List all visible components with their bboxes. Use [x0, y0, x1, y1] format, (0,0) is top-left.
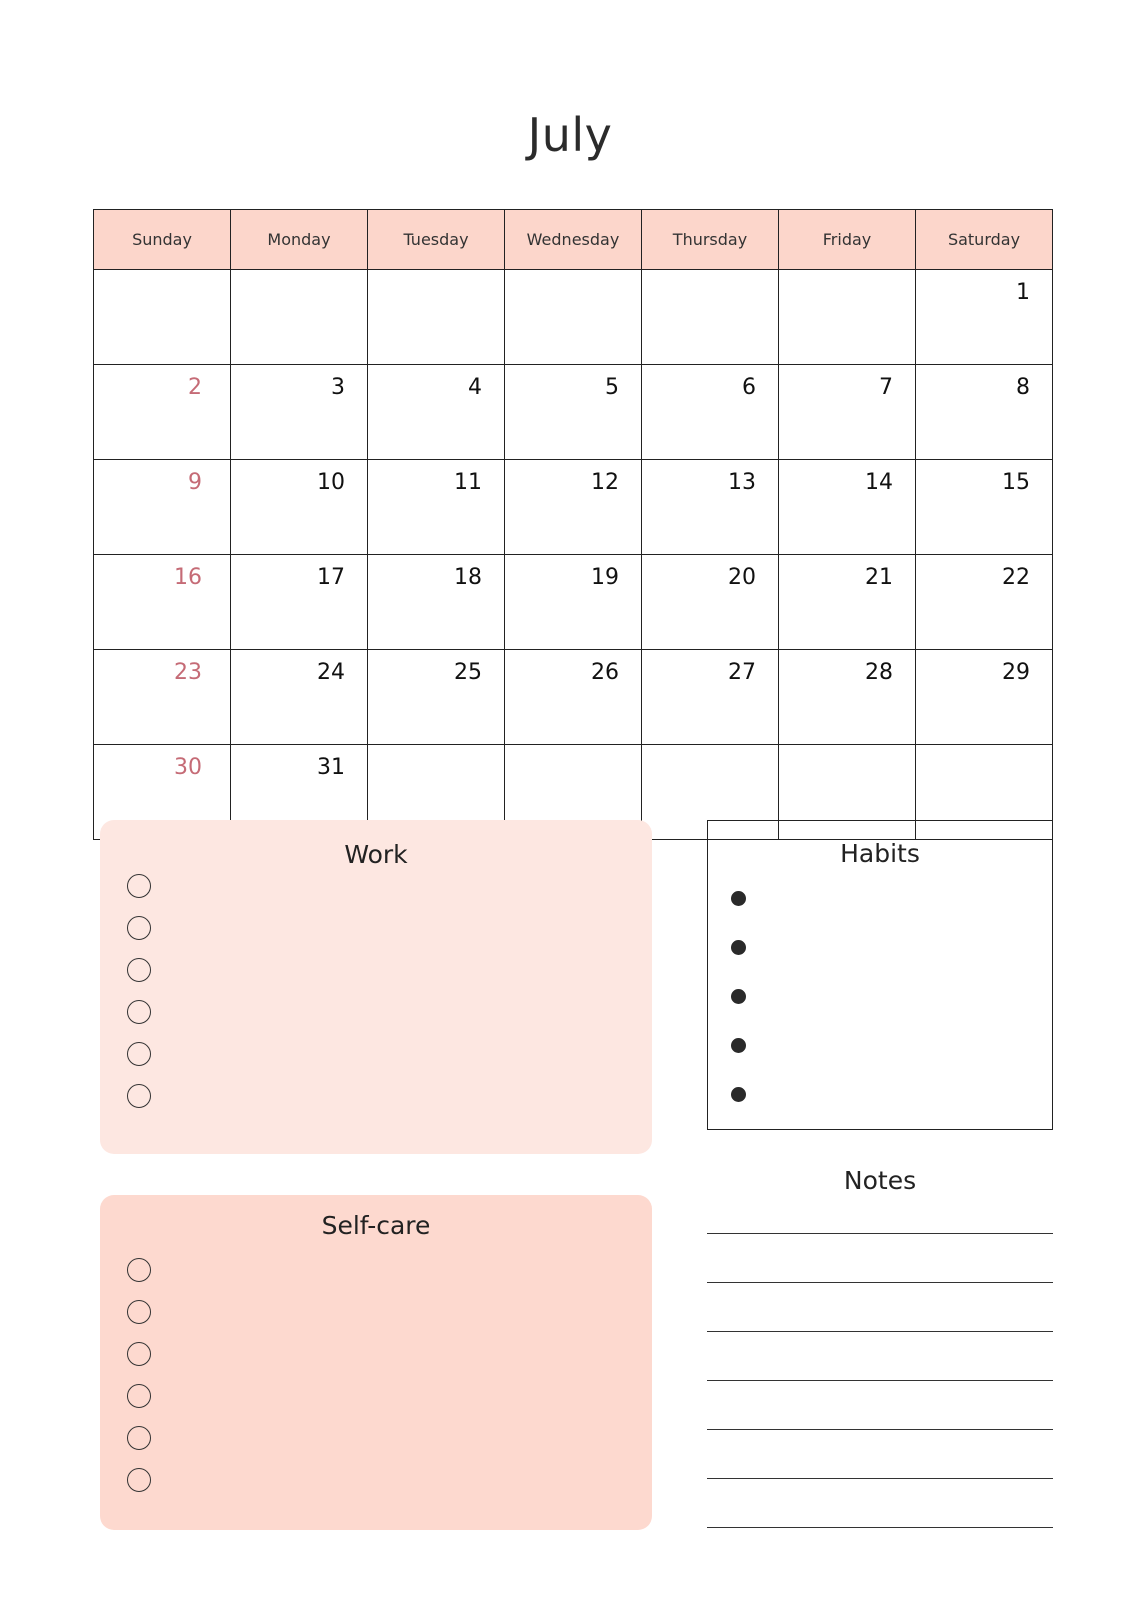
- bullet-dot-icon: [731, 891, 746, 906]
- circle-checkbox-icon[interactable]: [127, 1426, 151, 1450]
- bullet-dot-icon: [731, 1087, 746, 1102]
- work-panel: [100, 820, 652, 1154]
- day-cell[interactable]: [94, 270, 231, 365]
- note-line[interactable]: [707, 1233, 1053, 1234]
- circle-checkbox-icon[interactable]: [127, 1384, 151, 1408]
- day-cell[interactable]: [231, 270, 368, 365]
- day-cell[interactable]: 30: [94, 745, 231, 840]
- day-cell[interactable]: 13: [642, 460, 779, 555]
- weekday-header: Thursday: [642, 210, 779, 270]
- notes-title: Notes: [843, 1166, 917, 1195]
- habits-box: [707, 820, 1053, 1130]
- day-cell[interactable]: 4: [368, 365, 505, 460]
- day-cell[interactable]: 29: [916, 650, 1053, 745]
- circle-checkbox-icon[interactable]: [127, 1000, 151, 1024]
- day-cell[interactable]: [368, 270, 505, 365]
- day-cell[interactable]: 7: [779, 365, 916, 460]
- weekday-header: Friday: [779, 210, 916, 270]
- day-cell[interactable]: 27: [642, 650, 779, 745]
- day-cell[interactable]: 15: [916, 460, 1053, 555]
- week-row: [94, 270, 1053, 365]
- day-cell[interactable]: 19: [505, 555, 642, 650]
- circle-checkbox-icon[interactable]: [127, 1084, 151, 1108]
- day-cell[interactable]: 22: [916, 555, 1053, 650]
- day-cell[interactable]: 2: [94, 365, 231, 460]
- day-cell[interactable]: 10: [231, 460, 368, 555]
- note-line[interactable]: [707, 1282, 1053, 1283]
- circle-checkbox-icon[interactable]: [127, 874, 151, 898]
- circle-checkbox-icon[interactable]: [127, 1042, 151, 1066]
- bullet-dot-icon: [731, 1038, 746, 1053]
- calendar-grid: [93, 209, 1053, 840]
- day-cell[interactable]: 11: [368, 460, 505, 555]
- day-cell[interactable]: 8: [916, 365, 1053, 460]
- circle-checkbox-icon[interactable]: [127, 1468, 151, 1492]
- day-cell[interactable]: 14: [779, 460, 916, 555]
- weekday-header: Sunday: [94, 210, 231, 270]
- day-cell[interactable]: 26: [505, 650, 642, 745]
- day-cell[interactable]: 17: [231, 555, 368, 650]
- bullet-dot-icon: [731, 989, 746, 1004]
- weekday-header: Saturday: [916, 210, 1053, 270]
- day-cell[interactable]: 28: [779, 650, 916, 745]
- day-cell[interactable]: 9: [94, 460, 231, 555]
- note-line[interactable]: [707, 1380, 1053, 1381]
- day-cell[interactable]: [779, 270, 916, 365]
- week-row: [94, 650, 1053, 745]
- weekday-header: Wednesday: [505, 210, 642, 270]
- work-title: Work: [344, 840, 408, 869]
- circle-checkbox-icon[interactable]: [127, 958, 151, 982]
- weekday-header: Monday: [231, 210, 368, 270]
- day-cell[interactable]: 25: [368, 650, 505, 745]
- day-cell[interactable]: [642, 270, 779, 365]
- day-cell[interactable]: 18: [368, 555, 505, 650]
- note-line[interactable]: [707, 1478, 1053, 1479]
- day-cell[interactable]: 31: [231, 745, 368, 840]
- weekday-header: Tuesday: [368, 210, 505, 270]
- day-cell[interactable]: 5: [505, 365, 642, 460]
- day-cell[interactable]: [505, 270, 642, 365]
- day-cell[interactable]: 24: [231, 650, 368, 745]
- day-cell[interactable]: 16: [94, 555, 231, 650]
- circle-checkbox-icon[interactable]: [127, 1258, 151, 1282]
- week-row: [94, 555, 1053, 650]
- note-line[interactable]: [707, 1429, 1053, 1430]
- weekday-header-row: [94, 210, 1053, 270]
- week-row: [94, 460, 1053, 555]
- week-row: [94, 365, 1053, 460]
- bullet-dot-icon: [731, 940, 746, 955]
- circle-checkbox-icon[interactable]: [127, 1300, 151, 1324]
- note-line[interactable]: [707, 1527, 1053, 1528]
- day-cell[interactable]: 6: [642, 365, 779, 460]
- day-cell[interactable]: 12: [505, 460, 642, 555]
- day-cell[interactable]: 3: [231, 365, 368, 460]
- note-line[interactable]: [707, 1331, 1053, 1332]
- circle-checkbox-icon[interactable]: [127, 1342, 151, 1366]
- selfcare-title: Self-care: [321, 1211, 431, 1240]
- page-title: July: [527, 108, 613, 162]
- day-cell[interactable]: 20: [642, 555, 779, 650]
- selfcare-panel: [100, 1195, 652, 1530]
- circle-checkbox-icon[interactable]: [127, 916, 151, 940]
- day-cell[interactable]: 21: [779, 555, 916, 650]
- day-cell[interactable]: 23: [94, 650, 231, 745]
- habits-title: Habits: [840, 839, 920, 868]
- day-cell[interactable]: 1: [916, 270, 1053, 365]
